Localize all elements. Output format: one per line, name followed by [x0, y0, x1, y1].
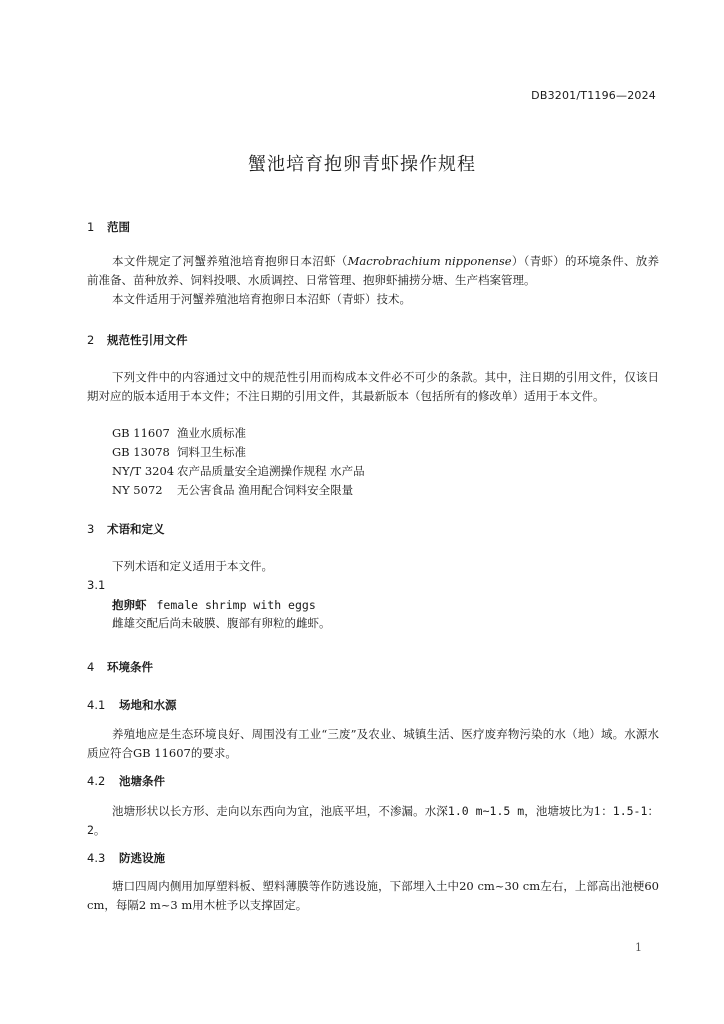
subsection-number: 4.2	[87, 774, 106, 788]
pond-text-c: ，池塘坡比为1：	[524, 804, 613, 818]
section-number: 3	[87, 522, 95, 536]
clause-number: 3.1	[87, 578, 106, 592]
subsection-number: 4.1	[87, 698, 106, 712]
scope-text-b: ）（青虾）的环境条件、放养前准备、苗种放养、饲料投喂、水质调控、日常管理、抱卵虾捕捞分塘、生产档案管理。	[87, 254, 659, 287]
subsection-4-3-heading	[87, 850, 165, 866]
reference-code: GB 11607	[112, 426, 170, 440]
terms-intro: 下列术语和定义适用于本文件。	[112, 559, 273, 573]
section-1-heading	[87, 219, 130, 235]
section-3-heading	[87, 521, 165, 537]
term-definition: 雌雄交配后尚未破膜、腹部有卵粒的雌虾。	[112, 616, 331, 630]
section-title: 术语和定义	[107, 522, 165, 536]
section-title: 环境条件	[107, 660, 153, 674]
site-water-paragraph: 养殖地应是生态环境良好、周围没有工业“三废”及农业、城镇生活、医疗废弃物污染的水（地）域。水源水质应符合GB 11607的要求。	[87, 727, 659, 760]
section-4-heading	[87, 659, 153, 675]
reference-item	[112, 482, 353, 498]
term-chinese: 抱卵虾	[112, 598, 147, 612]
subsection-4-2-heading	[87, 773, 165, 789]
scope-paragraph-2: 本文件适用于河蟹养殖池培育抱卵日本沼虾（青虾）技术。	[112, 292, 411, 306]
pond-text-a: 池塘形状以长方形、走向以东西向为宜，池底平坦，不渗漏。水深	[112, 804, 448, 818]
scope-paragraph-1	[87, 252, 659, 289]
scope-text-a: 本文件规定了河蟹养殖池培育抱卵日本沼虾（	[112, 254, 348, 268]
term-entry	[112, 597, 316, 613]
reference-item	[112, 444, 246, 460]
page-number: 1	[635, 941, 642, 954]
document-code: DB3201/T1196—2024	[531, 89, 656, 102]
reference-code: NY/T 3204	[112, 464, 175, 478]
section-number: 2	[87, 333, 95, 347]
reference-item	[112, 463, 365, 479]
reference-name: 无公害食品 渔用配合饲料安全限量	[177, 483, 354, 497]
pond-conditions-paragraph	[87, 802, 659, 839]
water-depth: 1.0 m~1.5 m	[447, 804, 525, 818]
section-2-heading	[87, 332, 188, 348]
reference-name: 饲料卫生标准	[177, 445, 246, 459]
section-number: 1	[87, 220, 95, 234]
reference-name: 农产品质量安全追溯操作规程 水产品	[177, 464, 365, 478]
reference-code: NY 5072	[112, 483, 163, 497]
reference-name: 渔业水质标准	[177, 426, 246, 440]
latin-name: Macrobrachium nipponense	[347, 254, 512, 268]
subsection-title: 池塘条件	[119, 774, 165, 788]
references-intro: 下列文件中的内容通过文中的规范性引用而构成本文件必不可少的条款。其中，注日期的引用文件，仅该日期对应的版本适用于本文件；不注日期的引用文件，其最新版本（包括所有的修改单）适用于本文件。	[87, 370, 659, 403]
section-title: 规范性引用文件	[107, 333, 188, 347]
subsection-title: 防逃设施	[119, 851, 165, 865]
slope-ratio: 1.5-1：2。	[87, 804, 659, 837]
section-number: 4	[87, 660, 95, 674]
section-title: 范围	[107, 220, 130, 234]
reference-item	[112, 425, 246, 441]
subsection-number: 4.3	[87, 851, 106, 865]
subsection-title: 场地和水源	[119, 698, 177, 712]
escape-prevention-paragraph: 塘口四周内侧用加厚塑料板、塑料薄膜等作防逃设施，下部埋入土中20 cm~30 cm左右，上部高出池梗60 cm，每隔2 m~3 m用木桩予以支撑固定。	[87, 879, 659, 912]
subsection-4-1-heading	[87, 697, 177, 713]
reference-code: GB 13078	[112, 445, 170, 459]
term-english: female shrimp with eggs	[156, 598, 316, 612]
document-title: 蟹池培育抱卵青虾操作规程	[248, 154, 476, 175]
